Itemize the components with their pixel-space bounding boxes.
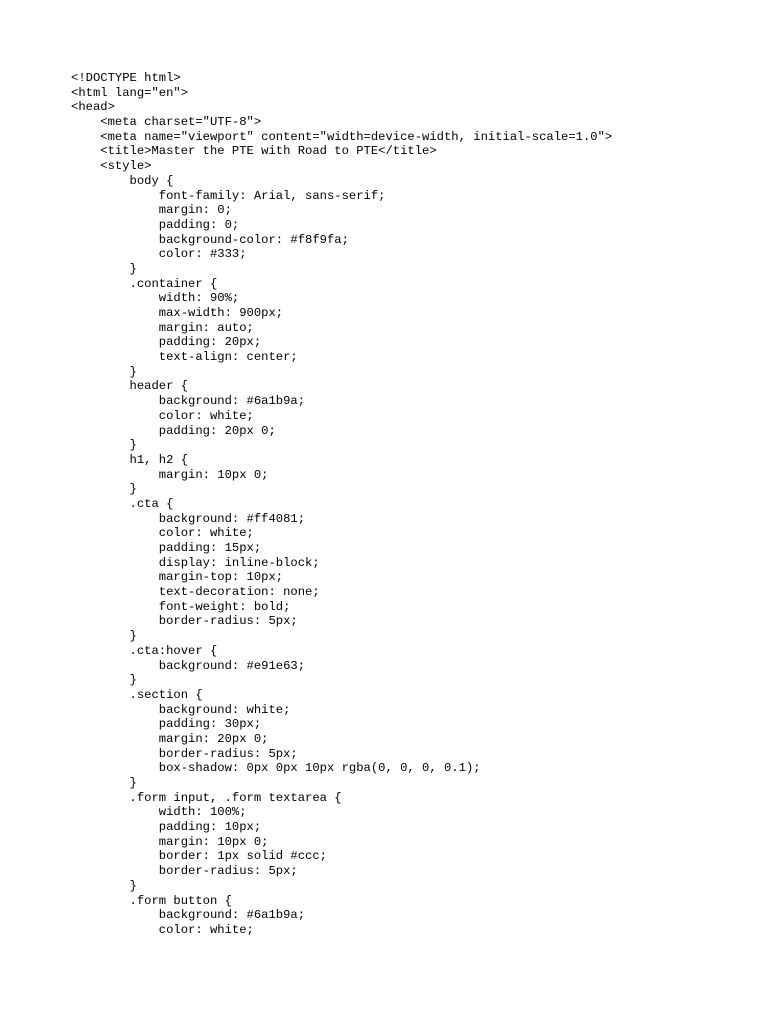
code-line: }: [71, 364, 137, 379]
code-line: border-radius: 5px;: [71, 614, 298, 629]
code-line: }: [71, 438, 137, 453]
code-line: padding: 15px;: [71, 541, 262, 555]
code-line: background: white;: [71, 702, 291, 717]
code-line: margin: 10px 0;: [71, 834, 269, 849]
code-line: background: #6a1b9a;: [71, 394, 306, 409]
code-line: background: #6a1b9a;: [71, 908, 306, 923]
code-line: color: white;: [71, 526, 254, 541]
code-line: <head>: [71, 100, 115, 115]
code-line: color: white;: [71, 408, 254, 423]
code-line: display: inline-block;: [71, 555, 320, 570]
code-line: text-align: center;: [71, 350, 298, 365]
code-line: background: #e91e63;: [71, 658, 306, 673]
code-line: width: 90%;: [71, 291, 240, 306]
code-line: <!DOCTYPE html>: [71, 71, 181, 85]
code-line: }: [71, 673, 137, 688]
code-line: text-decoration: none;: [71, 585, 320, 600]
code-line: margin: 20px 0;: [71, 731, 269, 746]
code-line: .form input, .form textarea {: [71, 790, 342, 805]
code-line: padding: 20px 0;: [71, 423, 276, 438]
code-line: }: [71, 629, 137, 644]
code-line: <style>: [71, 159, 152, 174]
code-line: width: 100%;: [71, 805, 247, 820]
code-line: .cta {: [71, 496, 174, 511]
code-listing: [71, 71, 612, 938]
code-line: border-radius: 5px;: [71, 864, 298, 879]
code-line: .section {: [71, 687, 203, 702]
code-line: background-color: #f8f9fa;: [71, 232, 349, 247]
code-line: .cta:hover {: [71, 643, 218, 658]
code-line: <meta charset="UTF-8">: [71, 115, 262, 130]
code-line: background: #ff4081;: [71, 511, 306, 526]
code-line: }: [71, 261, 137, 276]
code-line: margin: 0;: [71, 203, 232, 218]
code-line: h1, h2 {: [71, 452, 189, 467]
code-line: border: 1px solid #ccc;: [71, 849, 327, 864]
code-line: margin-top: 10px;: [71, 570, 284, 585]
code-line: padding: 30px;: [71, 717, 262, 732]
code-line: }: [71, 482, 137, 497]
code-line: header {: [71, 379, 189, 394]
code-line: font-weight: bold;: [71, 599, 291, 614]
code-line: <title>Master the PTE with Road to PTE</title>: [71, 144, 437, 159]
code-line: padding: 10px;: [71, 820, 262, 835]
code-line: <html lang="en">: [71, 85, 189, 100]
code-line: .container {: [71, 276, 218, 291]
code-line: }: [71, 878, 137, 893]
code-line: max-width: 900px;: [71, 306, 284, 320]
code-line: border-radius: 5px;: [71, 746, 298, 761]
code-line: <meta name="viewport" content="width=device-width, initial-scale=1.0">: [71, 129, 613, 144]
code-line: color: white;: [71, 922, 254, 937]
code-line: margin: 10px 0;: [71, 467, 269, 482]
code-line: font-family: Arial, sans-serif;: [71, 188, 386, 203]
code-line: body {: [71, 173, 174, 188]
code-line: .form button {: [71, 893, 232, 908]
code-line: }: [71, 776, 137, 790]
code-line: box-shadow: 0px 0px 10px rgba(0, 0, 0, 0.1);: [71, 761, 481, 776]
code-line: padding: 0;: [71, 217, 240, 232]
code-line: color: #333;: [71, 247, 247, 262]
code-line: margin: auto;: [71, 320, 254, 335]
code-line: padding: 20px;: [71, 335, 262, 350]
